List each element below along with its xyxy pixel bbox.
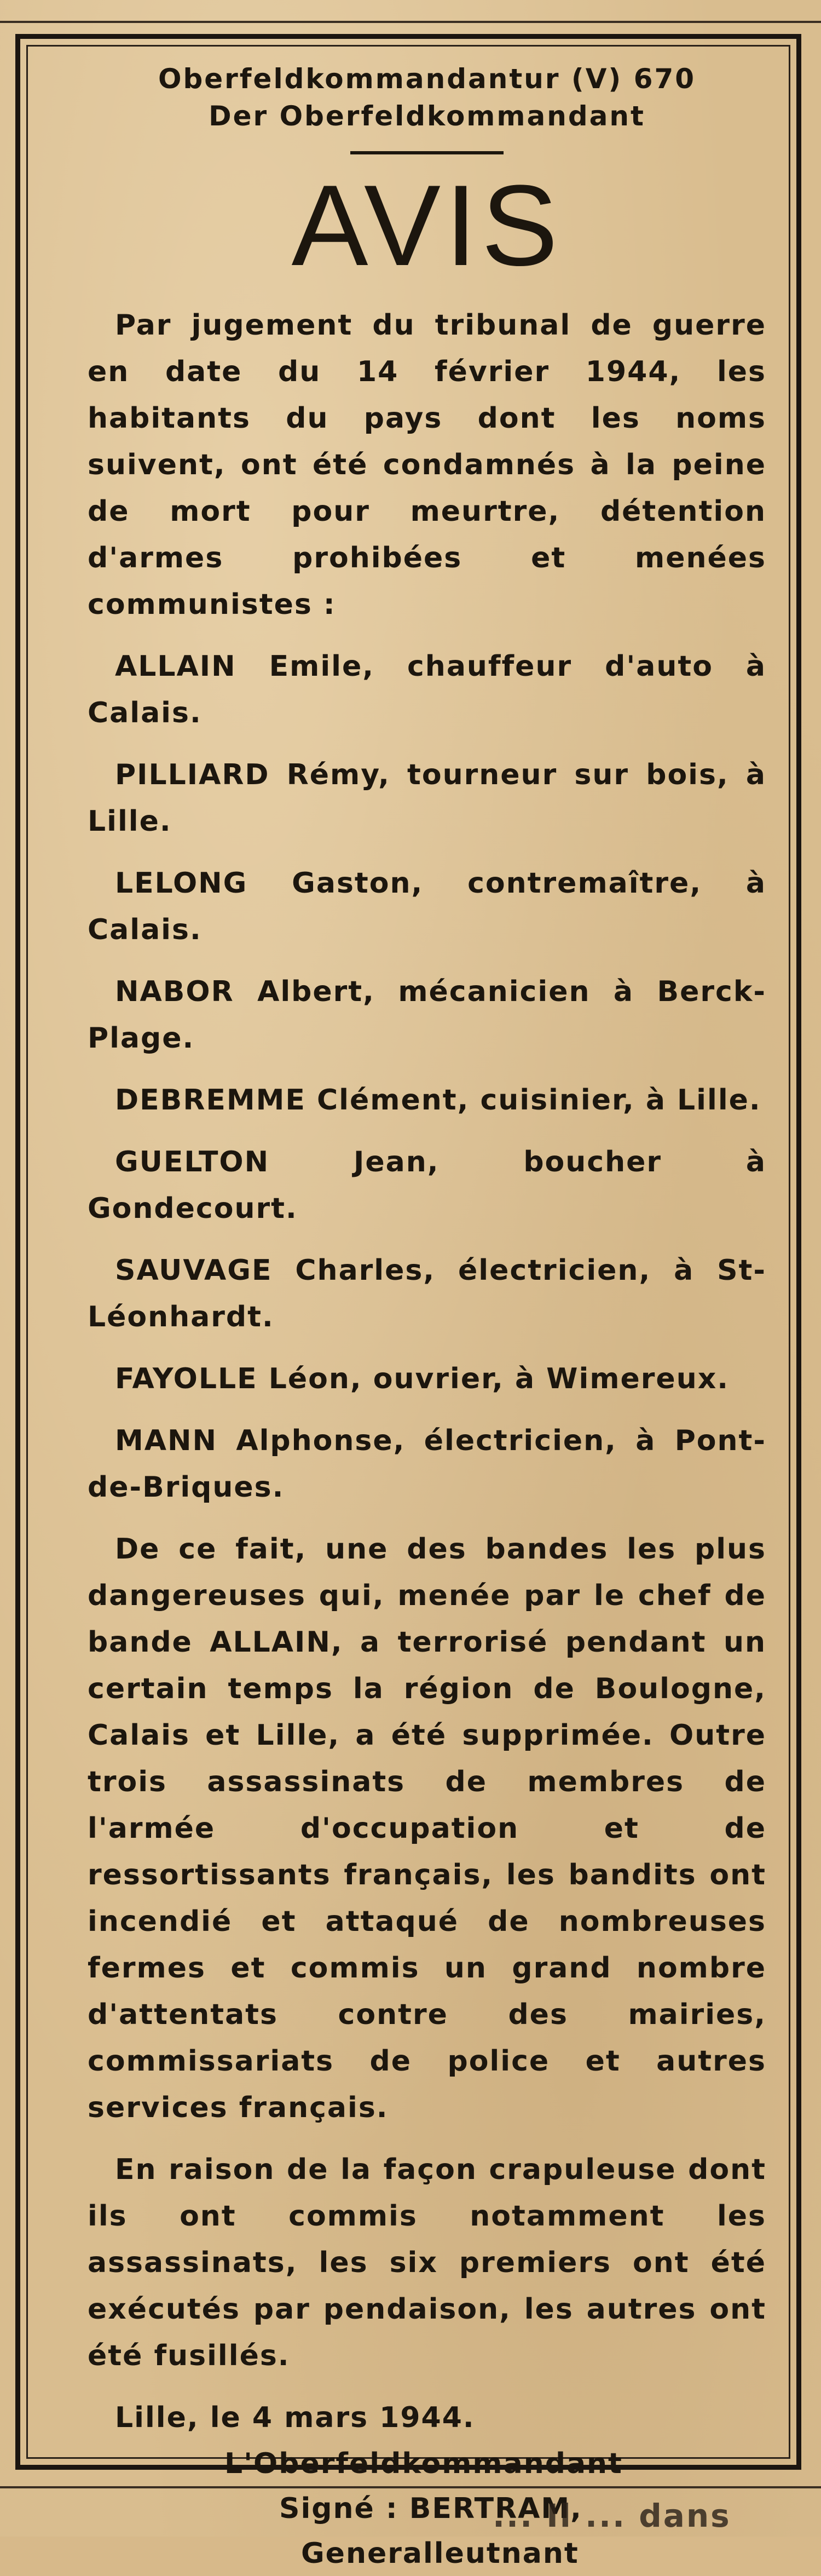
bottom-column-rule: [0, 2486, 821, 2488]
signature-name: Signé : BERTRAM,: [279, 2492, 582, 2525]
notice-title: AVIS: [291, 161, 563, 290]
condemned-person: MANN Alphonse, électricien, à Pont-de-Briques.: [88, 1424, 766, 1504]
body-paragraph-execution: En raison de la façon crapuleuse dont ils ont commis notamment les assassinats, les six premiers ont été exécutés par pendaison, les autres ont été fusillés.: [88, 2153, 766, 2372]
condemned-person: DEBREMME Clément, cuisinier, à Lille.: [115, 1084, 761, 1117]
header-command: Oberfeldkommandantur (V) 670: [158, 63, 696, 95]
condemned-person: GUELTON Jean, boucher à Gondecourt.: [88, 1146, 766, 1225]
top-column-rule: [0, 21, 821, 23]
condemned-person: FAYOLLE Léon, ouvrier, à Wimereux.: [115, 1362, 730, 1395]
header-divider: [350, 151, 504, 154]
condemned-person: PILLIARD Rémy, tourneur sur bois, à Lille.: [88, 758, 766, 838]
notice-content: [88, 60, 766, 2576]
condemned-person: NABOR Albert, mécanicien à Berck-Plage.: [88, 975, 766, 1055]
body-paragraph-gang: De ce fait, une des bandes les plus dangereuses qui, menée par le chef de bande ALLAIN, a terrorisé pendant un certain temps la région de Boulogne, Calais et Lille, a été supprimée. Outre trois assassinats de membres de l'armée d'occupation et de ressortissants français, les bandits ont incendié et attaqué de nombreuses fermes et commis un grand nombre d'attentats contre des mairies, commissariats de police et autres services français.: [88, 1533, 766, 2124]
signature-title: L'Oberfeldkommandant: [224, 2447, 623, 2480]
condemned-person: ALLAIN Emile, chauffeur d'auto à Calais.: [88, 650, 766, 729]
signature-rank: Generalleutnant: [301, 2537, 579, 2570]
header-commander: Der Oberfeldkommandant: [209, 100, 645, 132]
condemned-person: LELONG Gaston, contremaître, à Calais.: [88, 867, 766, 946]
next-article-fragment: ... Il ... dans: [493, 2497, 731, 2534]
intro-paragraph: Par jugement du tribunal de guerre en date du 14 février 1944, les habitants du pays dont les noms suivent, ont été condamnés à la peine de mort pour meurtre, détention d'armes prohibées et menées communistes :: [88, 309, 766, 621]
place-date: Lille, le 4 mars 1944.: [115, 2401, 475, 2434]
condemned-person: SAUVAGE Charles, électricien, à St-Léonhardt.: [88, 1254, 766, 1333]
